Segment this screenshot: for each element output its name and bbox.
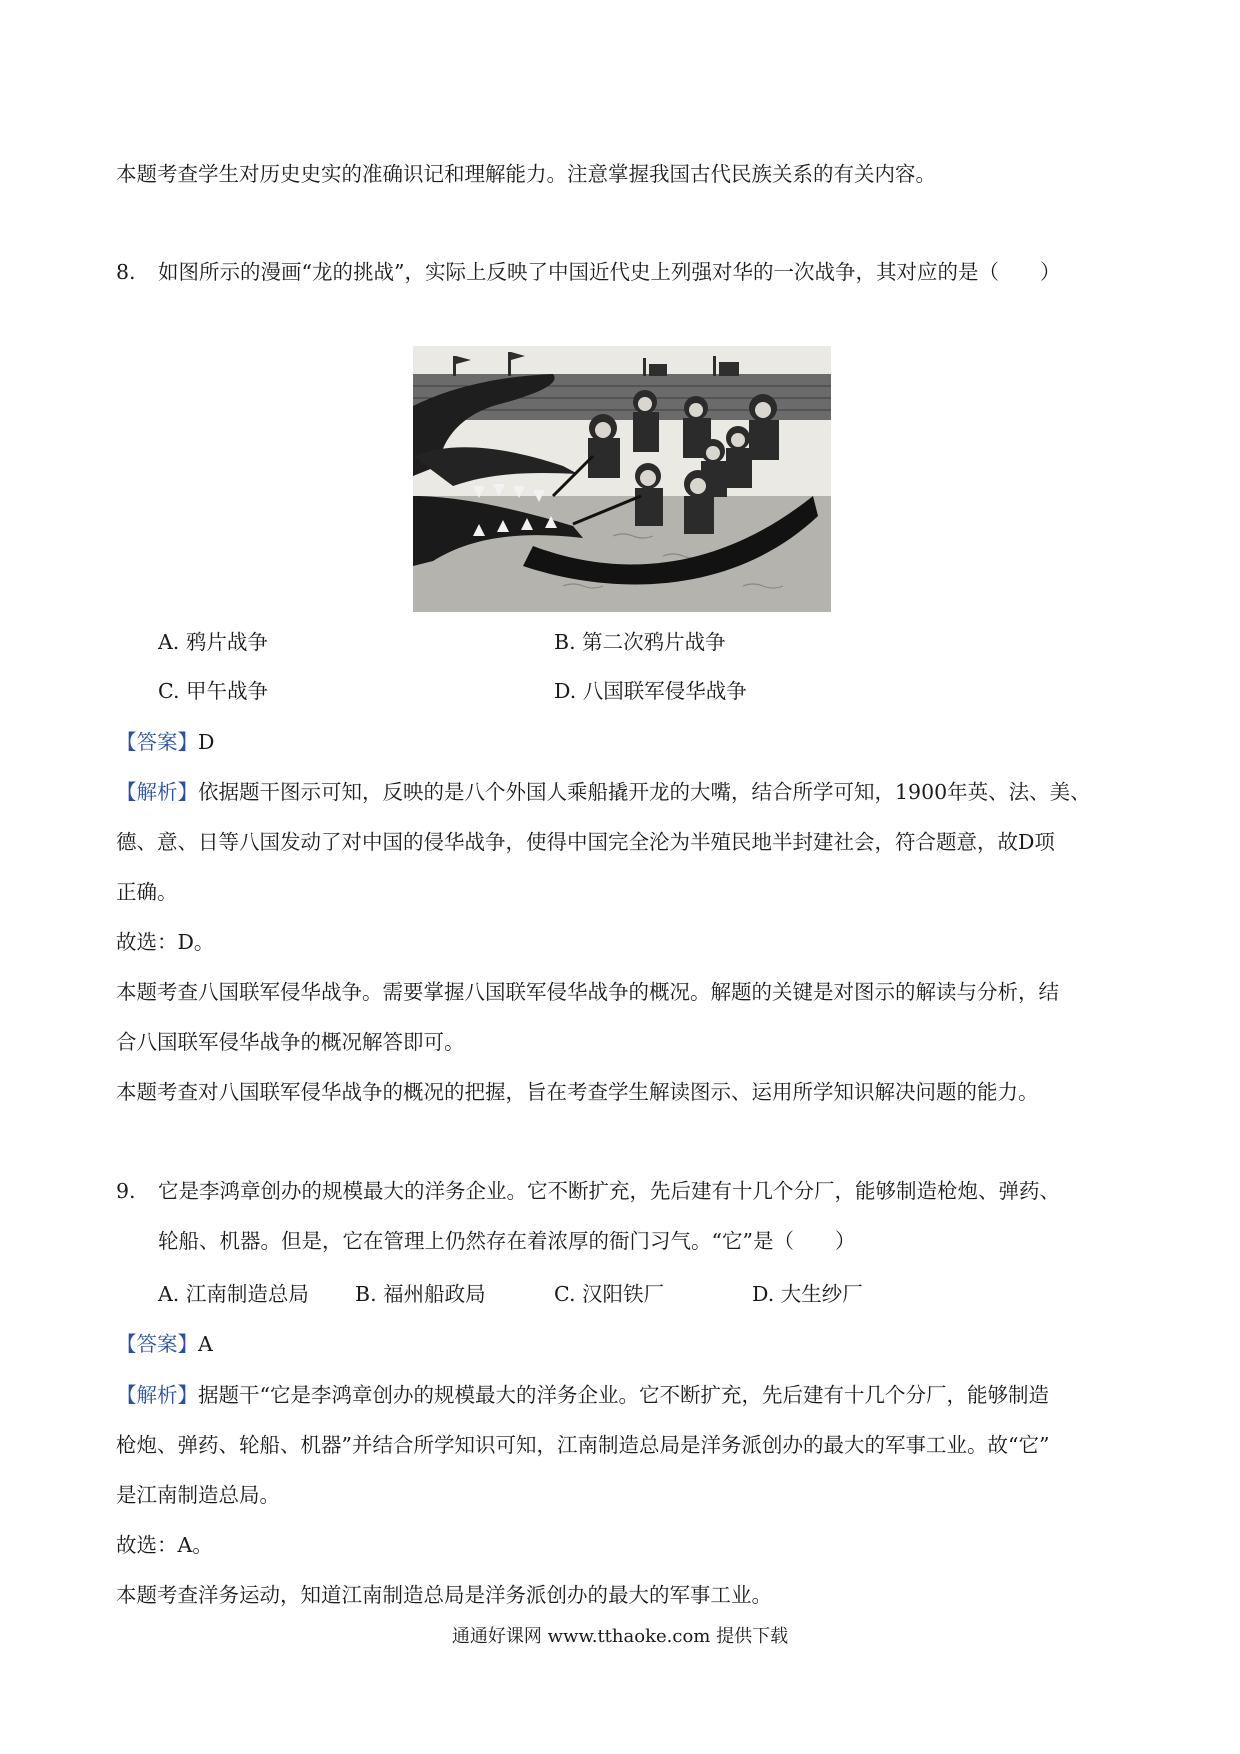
answer-value: A [198,1332,213,1356]
analysis-tag: 【解析】 [116,780,198,804]
analysis-tag: 【解析】 [116,1383,198,1407]
q9-analysis-line-3: 是江南制造总局。 [116,1483,280,1507]
q8-comment-line-1: 本题考查八国联军侵华战争。需要掌握八国联军侵华战争的概况。解题的关键是对图示的解读与分析，结 [116,980,1059,1004]
intro-text: 本题考查学生对历史史实的准确识记和理解能力。注意掌握我国古代民族关系的有关内容。 [116,162,936,186]
answer-value: D [198,730,215,754]
q8-analysis-line-1 [116,778,1091,806]
q8-answer [116,728,214,756]
answer-tag: 【答案】 [116,1332,198,1356]
q9-option-a[interactable]: A. 江南制造总局 [158,1282,309,1306]
analysis-text: 依据题干图示可知，反映的是八个外国人乘船撬开龙的大嘴，结合所学可知，1900年英、法、美、 [198,780,1091,804]
analysis-text: 据题干“它是李鸿章创办的规模最大的洋务企业。它不断扩充，先后建有十几个分厂，能够制造 [198,1383,1049,1407]
answer-tag: 【答案】 [116,730,198,754]
q9-option-b[interactable]: B. 福州船政局 [355,1282,486,1306]
q9-analysis-line-2: 枪炮、弹药、轮船、机器”并结合所学知识可知，江南制造总局是洋务派创办的最大的军事工业。故“它” [116,1433,1050,1457]
q8-choice: 故选：D。 [116,930,215,954]
question-8-number: 8. [116,260,136,284]
q8-analysis-line-2: 德、意、日等八国发动了对中国的侵华战争，使得中国完全沦为半殖民地半封建社会，符合题意，故D项 [116,830,1055,854]
dragon-challenge-cartoon [413,346,831,612]
q9-option-d[interactable]: D. 大生纱厂 [752,1282,863,1306]
q9-option-c[interactable]: C. 汉阳铁厂 [554,1282,664,1306]
question-8-stem: 如图所示的漫画“龙的挑战”，实际上反映了中国近代史上列强对华的一次战争，其对应的是（ ） [158,260,1061,284]
q8-option-b[interactable]: B. 第二次鸦片战争 [554,630,726,654]
q9-answer [116,1330,213,1358]
q8-option-c[interactable]: C. 甲午战争 [158,679,268,703]
q8-analysis-line-3: 正确。 [116,880,178,904]
q9-choice: 故选：A。 [116,1533,213,1557]
q8-option-a[interactable]: A. 鸦片战争 [158,630,268,654]
q8-comment-line-3: 本题考查对八国联军侵华战争的概况的把握，旨在考查学生解读图示、运用所学知识解决问题的能力。 [116,1080,1039,1104]
q9-comment: 本题考查洋务运动，知道江南制造总局是洋务派创办的最大的军事工业。 [116,1583,772,1607]
question-9-stem-line-1: 它是李鸿章创办的规模最大的洋务企业。它不断扩充，先后建有十几个分厂，能够制造枪炮、弹药、 [158,1179,1060,1203]
q9-analysis-line-1 [116,1381,1049,1409]
page-footer[interactable]: 通通好课网 www.tthaoke.com 提供下载 [451,1626,789,1647]
q8-option-d[interactable]: D. 八国联军侵华战争 [554,679,747,703]
question-9-stem-line-2: 轮船、机器。但是，它在管理上仍然存在着浓厚的衙门习气。“它”是（ ） [158,1229,856,1253]
question-9-number: 9. [116,1179,136,1203]
q8-comment-line-2: 合八国联军侵华战争的概况解答即可。 [116,1030,465,1054]
